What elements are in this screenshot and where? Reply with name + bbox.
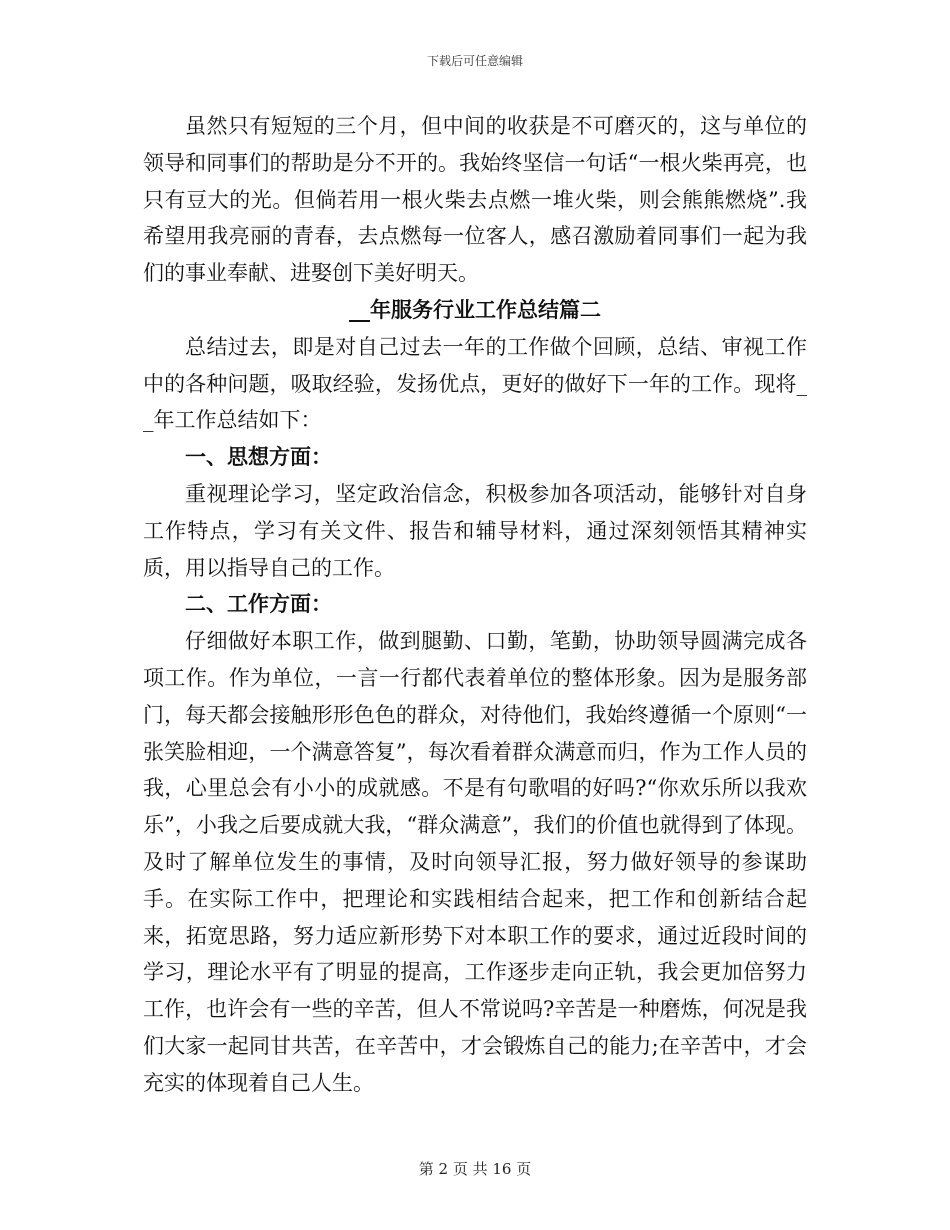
document-body [143,108,807,1102]
paragraph-summary: 总结过去，即是对自己过去一年的工作做个回顾，总结、审视工作中的各种问题，吸取经验，发扬优点，更好的做好下一年的工作。现将__年工作总结如下： [143,334,807,433]
paragraph-work: 仔细做好本职工作，做到腿勤、口勤，笔勤，协助领导圆满完成各项工作。作为单位，一言一行都代表着单位的整体形象。因为是服务部门，每天都会接触形形色色的群众，对待他们，我始终遵循一个原则“一张笑脸相迎，一个满意答复”，每次看着群众满意而归，作为工作人员的我，心里总会有小小的成就感。不是有句歌唱的好吗?“你欢乐所以我欢乐”，小我之后要成就大我，“群众满意”，我们的价值也就得到了体现。及时了解单位发生的事情，及时向领导汇报，努力做好领导的参谋助手。在实际工作中，把理论和实践相结合起来，把工作和创新结合起来，拓宽思路，努力适应新形势下对本职工作的要求，通过近段时间的学习，理论水平有了明显的提高，工作逐步走向正轨，我会更加倍努力工作，也许会有一些的辛苦，但人不常说吗?辛苦是一种磨炼，何况是我们大家一起同甘共苦，在辛苦中，才会锻炼自己的能力;在辛苦中，才会充实的体现着自己人生。 [143,629,807,1095]
page-header: 下载后可任意编辑 [426,54,523,68]
heading-ideology: 一、思想方面： [185,444,332,470]
paragraph-ideology: 重视理论学习，坚定政治信念，积极参加各项活动，能够针对自身工作特点，学习有关文件、报告和辅导材料，通过深刻领悟其精神实质，用以指导自己的工作。 [143,481,807,580]
heading-work: 二、工作方面： [185,591,332,617]
paragraph-intro: 虽然只有短短的三个月，但中间的收获是不可磨灭的，这与单位的领导和同事们的帮助是分不开的。我始终坚信一句话“一根火柴再亮，也只有豆大的光。但倘若用一根火柴去点燃一堆火柴，则会熊熊燃烧”.我希望用我亮丽的青春，去点燃每一位客人，感召激励着同事们一起为我们的事业奉献、进娶创下美好明天。 [143,114,807,286]
section-title: __年服务行业工作总结篇二 [349,296,601,322]
page-number: 第 2 页 共 16 页 [418,1160,532,1178]
